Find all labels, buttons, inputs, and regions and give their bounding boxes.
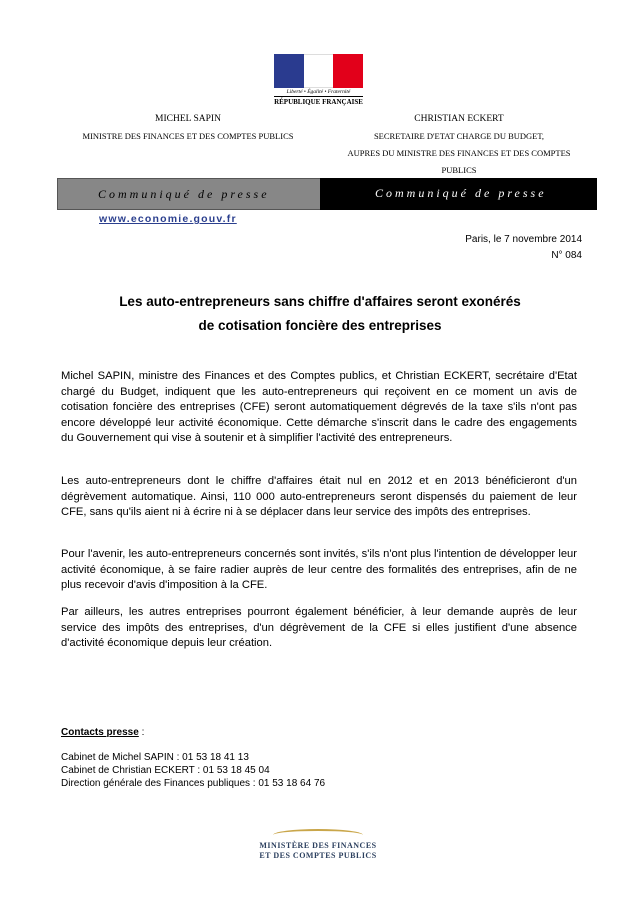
footer-logo-line2: ET DES COMPTES PUBLICS (259, 851, 377, 860)
minister-left-header (58, 111, 318, 145)
press-release-banner (57, 178, 597, 210)
logo-republic-name: RÉPUBLIQUE FRANÇAISE (274, 98, 363, 106)
minister-left-name: MICHEL SAPIN (155, 114, 221, 124)
place-date: Paris, le 7 novembre 2014 (465, 234, 582, 245)
contact-line: Cabinet de Michel SAPIN : 01 53 18 41 13 (61, 752, 249, 763)
republique-francaise-logo (274, 54, 363, 106)
tricolor-flag-icon (274, 54, 363, 88)
contact-line: Direction générale des Finances publiques : 01 53 18 64 76 (61, 778, 326, 789)
contacts-heading-suffix: : (138, 727, 145, 738)
contacts-lines (61, 751, 325, 790)
footer-logo-line1: MINISTÈRE DES FINANCES (259, 841, 377, 850)
minister-right-header (326, 111, 592, 179)
banner-left-label: Communiqué de presse (98, 187, 270, 201)
body-paragraph-3: Pour l'avenir, les auto-entrepreneurs concernés sont invités, s'ils n'ont plus l'intention de développer leur activité économique, à se faire radier auprès de leur centre des formalités des entreprises, afin de ne plus recevoir d'avis d'imposition à la CFE. (61, 548, 577, 592)
title-line1: Les auto-entrepreneurs sans chiffre d'affaires seront exonérés (119, 294, 521, 309)
press-contacts (61, 726, 325, 790)
title-line2: de cotisation foncière des entreprises (198, 318, 442, 333)
logo-motto: Liberté • Égalité • Fraternité (286, 89, 351, 95)
ministry-footer-logo (258, 829, 378, 863)
body-paragraph-2: Les auto-entrepreneurs dont le chiffre d'affaires était nul en 2012 et en 2013 bénéficieront d'un dégrèvement automatique. Ainsi, 110 000 auto-entrepreneurs seront dispensés du paiement de leur CFE, sans qu'ils aient ni à écrire ni à se déplacer dans leur service des impôts des entreprises. (61, 475, 577, 519)
banner-right-label: Communiqué de presse (375, 186, 547, 200)
banner-left (57, 178, 320, 210)
contact-line: Cabinet de Christian ECKERT : 01 53 18 45 04 (61, 765, 270, 776)
minister-left-role: MINISTRE DES FINANCES ET DES COMPTES PUBLICS (82, 131, 294, 141)
body-paragraph-1: Michel SAPIN, ministre des Finances et des Comptes publics, et Christian ECKERT, secrétaire d'Etat chargé du Budget, indiquent que les auto-entrepreneurs qui reçoivent en ce moment un avis de cotisation foncière des entreprises (CFE) seront automatiquement dégrevés de la taxe s'ils n'ont pas encore développé leur activité économique. Cette démarche s'inscrit dans le cadre des engagements du Gouvernement qui vise à soutenir et à simplifier l'activité des entrepreneurs. (61, 370, 577, 445)
minister-right-name: CHRISTIAN ECKERT (414, 114, 504, 124)
website-link[interactable]: www.economie.gouv.fr (99, 213, 237, 225)
minister-right-role-line1: SECRETAIRE D'ETAT CHARGE DU BUDGET, (373, 131, 545, 141)
ministry-arc-icon (273, 829, 363, 841)
date-block (465, 232, 582, 264)
minister-right-role-line2: AUPRES DU MINISTRE DES FINANCES ET DES COMPTES (347, 148, 571, 158)
contacts-heading-row (61, 726, 325, 739)
release-number: N° 084 (551, 250, 582, 261)
banner-right (320, 178, 597, 210)
body-paragraph-4: Par ailleurs, les autres entreprises pourront également bénéficier, à leur demande auprès de leur service des impôts des entreprises, d'un dégrèvement de la CFE si elles justifient d'une absence d'activité économique depuis leur création. (61, 606, 577, 650)
minister-right-role-line3: PUBLICS (441, 165, 477, 175)
contacts-heading: Contacts presse (61, 727, 139, 738)
press-release-title (62, 290, 578, 338)
